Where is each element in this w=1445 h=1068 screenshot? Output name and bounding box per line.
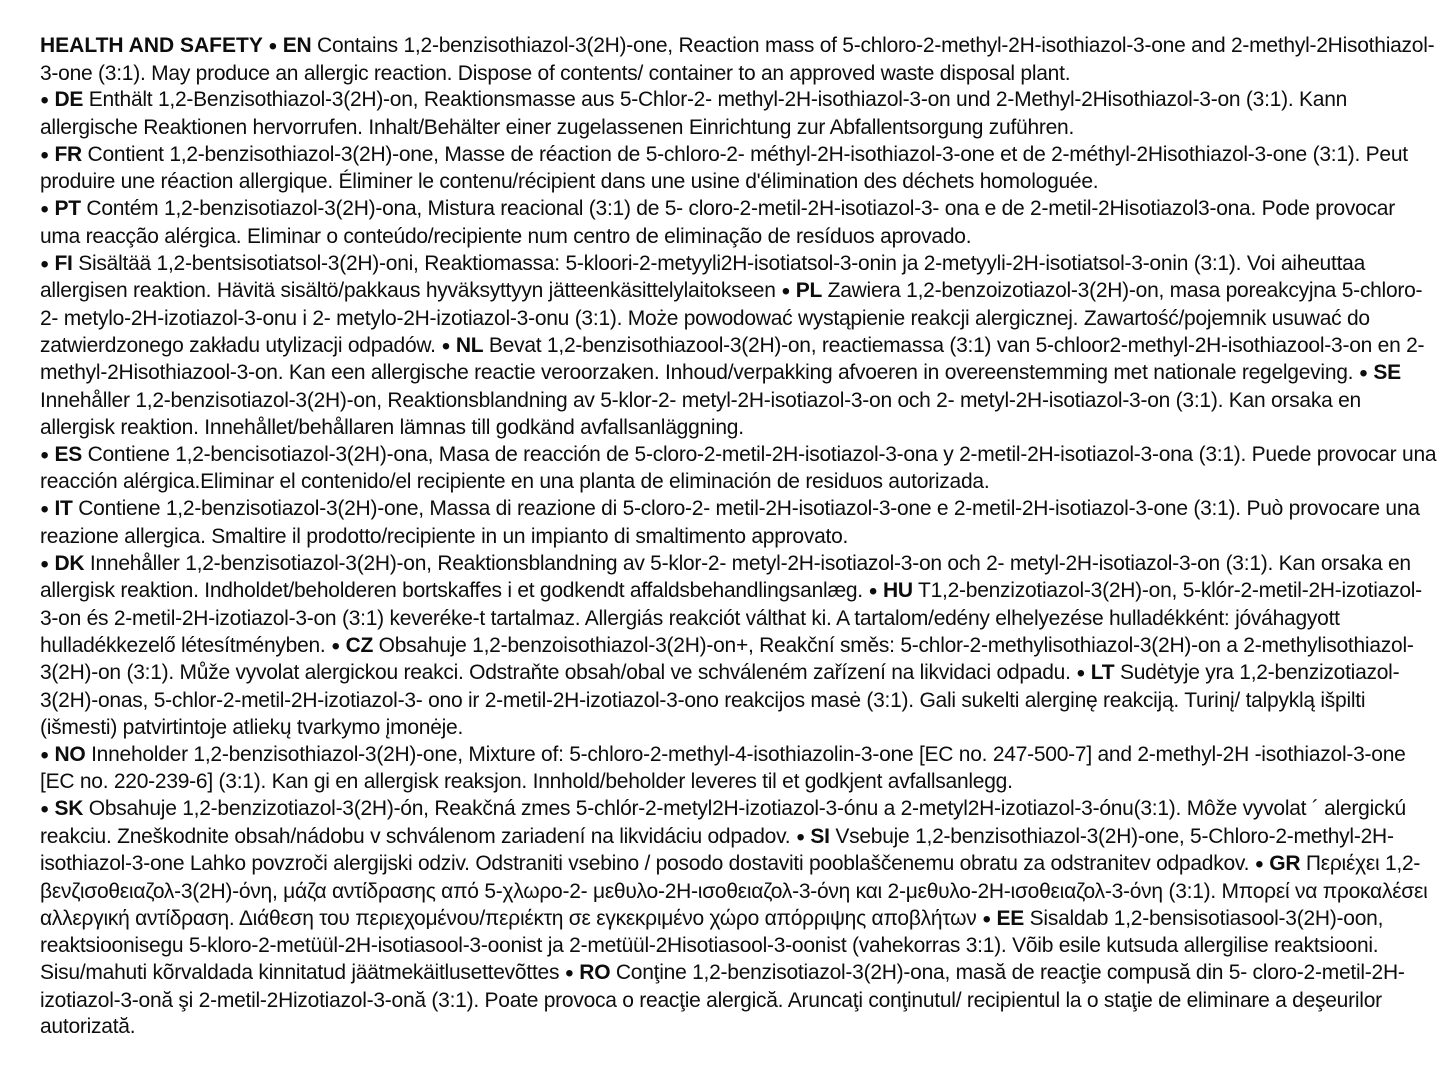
lang-code-gr: ● GR [1254, 852, 1301, 876]
statement-text-cz: Obsahuje 1,2-benzoisothiazol-3(2H)-on+, Reakční směs: 5-chlor-2-methylisothiazol-3(2H)-on a 2-methylisothiazol-3(2H)-on (3:1). Může vyvolat alergickou reakci. Odstraňte obsah/obal ve schváleném zařízení na likvidaci odpadu. [40, 633, 1414, 685]
lang-code-fi: ● FI [40, 251, 73, 275]
statement-text-fi: Sisältää 1,2-bentsisotiatsol-3(2H)-oni, Reaktiomassa: 5-kloori-2-metyyli2H-isotiatsol-3-onin ja 2-metyyli-2H-isotiatsol-3-onin (3:1). Voi aiheuttaa allergisen reaktion. Hävitä sisältö/pakkaus hyväksyttyyn jätteenkäsittelylaitokseen [40, 251, 1366, 303]
bullet-icon: ● [781, 283, 791, 300]
label-paragraph [40, 551, 1438, 742]
bullet-icon: ● [1076, 664, 1086, 682]
label-paragraph [40, 796, 1438, 1041]
bullet-icon: ● [40, 446, 49, 464]
statement-text-it: Contiene 1,2-benzisotiazol-3(2H)-one, Massa di reazione di 5-cloro-2- metil-2H-isotiazol-3-one e 2-metil-2H-isotiazol-3-one (3:1). Può provocare una reazione allergica. Smaltire il prodotto/recipiente in un impianto di smaltimento approvato. [40, 497, 1420, 548]
bullet-icon: ● [40, 555, 49, 573]
bullet-icon: ● [795, 828, 805, 846]
label-paragraph [40, 742, 1438, 796]
lang-code-ee: ● EE [982, 906, 1025, 930]
lang-code-sk: ● SK [40, 796, 84, 820]
lang-code-es: ● ES [40, 442, 82, 466]
lang-code-se: ● SE [1358, 361, 1401, 385]
lang-code-en: ● EN [268, 34, 312, 57]
lang-code-ro: ● RO [564, 960, 611, 984]
statement-text-pt: Contém 1,2-benzisotiazol-3(2H)-ona, Mistura reacional (3:1) de 5- cloro-2-metil-2H-isotiazol-3- ona e de 2-metil-2Hisotiazol3-ona. Pode provocar uma reacção alérgica. Eliminar o conteúdo/recipiente num centro de eliminação de resíduos aprovado. [40, 197, 1395, 248]
lang-code-fr: ● FR [40, 142, 82, 166]
statement-text-de: Enthält 1,2-Benzisothiazol-3(2H)-on, Reaktionsmasse aus 5-Chlor-2- methyl-2H-isothiazol-3-on und 2-Methyl-2Hisothiazol-3-on (3:1). Kann allergische Reaktionen hervorrufen. Inhalt/Behälter einer zugelassenen Einrichtung zur Abfallentsorgung zuführen. [40, 88, 1348, 139]
lang-code-hu: ● HU [868, 579, 913, 603]
statement-text-hu: T1,2-benzizotiazol-3(2H)-on, 5-klór-2-metil-2H-izotiazol-3-on és 2-metil-2H-izotiazol-3-on (3:1) keveréke-t tartalmaz. Allergiás reakciót válthat ki. A tartalom/edény elhelyezése hulladékként: jóváhagyott hulladékkezelő létesítményben. [40, 579, 1422, 657]
bullet-icon: ● [40, 201, 49, 218]
statement-text-lt: Sudėtyje yra 1,2-benzizotiazol-3(2H)-onas, 5-chlor-2-metil-2H-izotiazol-3- ono ir 2-metil-2H-izotiazol-3-ono reakcijos masė (3:1). Gali sukelti alerginę reakciją. Turinį/ talpyklą išpilti (išmesti) patvirtintoje atliekų tvarkymo įmonėje. [40, 661, 1400, 739]
bullet-icon: ● [40, 800, 49, 818]
bullet-icon: ● [40, 146, 49, 164]
lang-code-no: ● NO [40, 742, 86, 766]
bullet-icon: ● [441, 337, 451, 355]
statement-text-es: Contiene 1,2-bencisotiazol-3(2H)-ona, Masa de reacción de 5-cloro-2-metil-2H-isotiazol-3-ona y 2-metil-2H-isotiazol-3-ona (3:1). Puede provocar una reacción alérgica.Eliminar el contenido/el recipiente en una planta de eliminación de residuos autorizada. [40, 442, 1437, 494]
statement-text-se: Innehåller 1,2-benzisotiazol-3(2H)-on, Reaktionsblandning av 5-klor-2- metyl-2H-isotiazol-3-on och 2- metyl-2H-isotiazol-3-on (3:1). Kan orsaka en allergisk reaktion. Innehållet/behållaren lämnas till godkänd avfallsanläggning. [40, 388, 1361, 439]
bullet-icon: ● [1254, 855, 1264, 873]
health-safety-label [40, 33, 1438, 1041]
bullet-icon: ● [868, 582, 878, 600]
statement-text-ro: Conţine 1,2-benzisotiazol-3(2H)-ona, masă de reacţie compusă din 5- cloro-2-metil-2H-izotiazol-3-onă şi 2-metil-2Hizotiazol-3-onă (3:1). Poate provoca o reacţie alergică. Aruncaţi conţinutul/ recipientul la o staţie de eliminare a deşeurilor autorizată. [40, 960, 1405, 1039]
label-paragraph [40, 251, 1438, 442]
statement-text-en: Contains 1,2-benzisothiazol-3(2H)-one, Reaction mass of 5-chloro-2-methyl-2H-isothiazol-3-one and 2-methyl-2Hisothiazol-3-one (3:1). May produce an allergic reaction. Dispose of contents/ container to an approved waste disposal plant. [40, 34, 1435, 85]
statement-text-dk: Innehåller 1,2-benzisotiazol-3(2H)-on, Reaktionsblandning av 5-klor-2- metyl-2H-isotiazol-3-on och 2- metyl-2H-isotiazol-3-on (3:1). Kan orsaka en allergisk reaktion. Indholdet/beholderen bortskaffes i et godkendt affaldsbehandlingsanlæg. [40, 551, 1411, 603]
statement-text-ee: Sisaldab 1,2-bensisotiasool-3(2H)-oon, reaktsioonisegu 5-kloro-2-metüül-2H-isotiasool-3-oonist ja 2-metüül-2Hisotiasool-3-oonist (vahekorras 3:1). Võib esile kutsuda allergilise reaktsiooni. Sisu/mahuti kõrvaldada kinnitatud jäätmekäitlusettevõttes [40, 906, 1384, 984]
bullet-icon: ● [564, 964, 574, 982]
bullet-icon: ● [40, 500, 49, 518]
label-heading: HEALTH AND SAFETY [40, 34, 269, 57]
label-paragraph [40, 442, 1438, 496]
lang-code-dk: ● DK [40, 551, 85, 575]
lang-code-nl: ● NL [441, 333, 484, 357]
lang-code-lt: ● LT [1076, 661, 1115, 685]
statement-text-si: Vsebuje 1,2-benzisothiazol-3(2H)-one, 5-Chloro-2-methyl-2H-isothiazol-3-one Lahko povzroči alergijski odziv. Odstraniti vsebino / posodo dostaviti pooblaščenemu obratu za odstranitev odpadkov. [40, 824, 1394, 876]
lang-code-it: ● IT [40, 497, 73, 521]
label-paragraph [40, 142, 1438, 196]
statement-text-nl: Bevat 1,2-benzisothiazool-3(2H)-on, reactiemassa (3:1) van 5-chloor2-methyl-2H-isothiazool-3-on en 2-methyl-2Hisothiazool-3-on. Kan een allergische reactie veroorzaken. Inhoud/verpakking afvoeren in overeenstemming met nationale regelgeving. [40, 333, 1425, 385]
statement-text-fr: Contient 1,2-benzisothiazol-3(2H)-one, Masse de réaction de 5-chloro-2- méthyl-2H-isothiazol-3-one et de 2-méthyl-2Hisothiazol-3-one (3:1). Peut produire une réaction allergique. Éliminer le contenu/récipient dans une usine d'élimination des déchets homologuée. [40, 142, 1408, 194]
bullet-icon: ● [40, 255, 49, 273]
lang-code-si: ● SI [795, 824, 830, 848]
label-paragraph [40, 87, 1438, 141]
lang-code-de: ● DE [40, 88, 84, 112]
lang-code-pl: ● PL [781, 279, 823, 303]
statement-text-pl: Zawiera 1,2-benzoizotiazol-3(2H)-on, masa poreakcyjna 5-chloro-2- metylo-2H-izotiazol-3-onu i 2- metylo-2H-izotiazol-3-onu (3:1). Może powodować wystąpienie reakcji alergicznej. Zawartość/pojemnik usuwać do zatwierdzonego zakładu utylizacji odpadów. [40, 279, 1423, 357]
statement-text-no: Inneholder 1,2-benzisothiazol-3(2H)-one, Mixture of: 5-chloro-2-methyl-4-isothiazolin-3-one [EC no. 247-500-7] and 2-methyl-2H -isothiazol-3-one [EC no. 220-239-6] (3:1). Kan gi en allergisk reaksjon. Innhold/beholder leveres til et godkjent avfallsanlegg. [40, 742, 1406, 794]
bullet-icon: ● [982, 910, 991, 928]
bullet-icon: ● [331, 637, 340, 655]
bullet-icon: ● [1358, 365, 1368, 382]
statement-text-gr: Περιέχει 1,2-βενζισοθειαζολ-3(2H)-όνη, μάζα αντίδρασης από 5-χλωρο-2- μεθυλο-2H-ισοθειαζολ-3-όνη και 2-μεθυλο-2H-ισοθειαζολ-3-όνη (3:1). Μπορεί να προκαλέσει αλλεργική αντίδραση. Διάθεση του περιεχομένου/περιέκτη σε εγκεκριμένο χώρο απόρριψης αποβλήτων [40, 852, 1428, 930]
label-paragraph [40, 496, 1438, 550]
lang-code-pt: ● PT [40, 197, 81, 221]
statement-text-sk: Obsahuje 1,2-benzizotiazol-3(2H)-ón, Reakčná zmes 5-chlór-2-metyl2H-izotiazol-3-ónu a 2-metyl2H-izotiazol-3-ónu(3:1). Môže vyvolat ´ alergickú reakciu. Zneškodnite obsah/nádobu v schválenom zariadení na likvidáciu odpadov. [40, 796, 1406, 848]
bullet-icon: ● [40, 746, 49, 764]
label-paragraph [40, 33, 1438, 87]
bullet-icon: ● [40, 92, 49, 110]
label-paragraph [40, 196, 1438, 250]
lang-code-cz: ● CZ [331, 633, 374, 657]
bullet-icon: ● [268, 37, 278, 55]
